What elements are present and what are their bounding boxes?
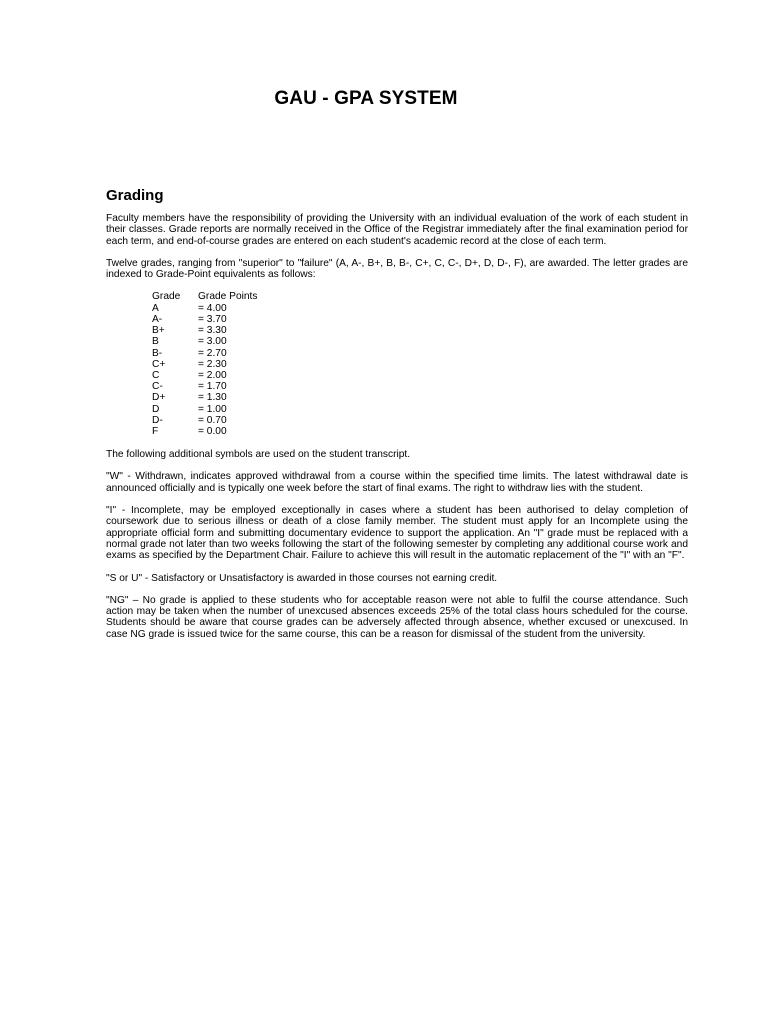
table-row: [152, 404, 257, 415]
grade-cell: C-: [152, 381, 163, 393]
grade-cell: B+: [152, 325, 165, 337]
page-title: GAU - GPA SYSTEM: [274, 88, 458, 109]
table-row: [152, 314, 257, 325]
table-row: [152, 325, 257, 336]
paragraph-incomplete: "I" - Incomplete, may be employed exceptionally in cases where a student has been authorised to delay completion of coursework due to serious illness or death of a close family member. The student must apply for an Incomplete using the appropriate official form and submitting documentary evidence to support the application. An "I" grade must be replaced with a normal grade not later than two weeks following the start of the following semester by completing any additional course work and exams as specified by the Department Chair. Failure to achieve this will result in the automatic replacement of the "I" with an "F".: [106, 505, 688, 562]
paragraph-no-grade: "NG" – No grade is applied to these students who for acceptable reason were not able to fulfil the course attendance. Such action may be taken when the number of unexcused absences exceeds 25% of the total class hours scheduled for the course. Students should be aware that course grades can be adversely affected through absence, whether excused or unexcused. In case NG grade is issued twice for the same course, this can be a reason for dismissal of the student from the university.: [106, 594, 688, 640]
grade-points-cell: = 4.00: [198, 302, 227, 314]
table-row: [152, 348, 257, 359]
grade-column-header: Grade: [152, 291, 181, 303]
table-row: [152, 381, 257, 392]
table-row: [152, 415, 257, 426]
grade-points-cell: = 1.30: [198, 392, 227, 404]
table-row: [152, 426, 257, 437]
grade-points-cell: = 0.70: [198, 414, 227, 426]
paragraph-intro: Faculty members have the responsibility of providing the University with an individual evaluation of the work of each student in their classes. Grade reports are normally received in the Office of the Registrar immediately after the final examination period for each term, and end-of-course grades are entered on each student's academic record at the close of each term.: [106, 213, 688, 247]
paragraph-withdrawn: "W" - Withdrawn, indicates approved withdrawal from a course within the specified time limits. The latest withdrawal date is announced officially and is typically one week before the start of final exams. The right to withdraw lies with the student.: [106, 471, 688, 494]
grade-table: [152, 291, 257, 437]
grade-cell: D-: [152, 414, 163, 426]
grade-cell: C: [152, 369, 160, 381]
grade-cell: F: [152, 425, 159, 437]
grade-cell: A-: [152, 313, 163, 325]
grade-cell: D: [152, 403, 160, 415]
grade-points-cell: = 2.30: [198, 358, 227, 370]
table-row: [152, 392, 257, 403]
grade-cell: D+: [152, 392, 166, 404]
paragraph-twelve-grades: Twelve grades, ranging from "superior" to "failure" (A, A-, B+, B, B-, C+, C, C-, D+, D, D-, F), are awarded. The letter grades are indexed to Grade-Point equivalents as follows:: [106, 257, 688, 281]
grade-points-cell: = 3.70: [198, 313, 227, 325]
grade-points-cell: = 1.70: [198, 381, 227, 393]
table-row: [152, 359, 257, 370]
grade-cell: B: [152, 336, 159, 348]
grade-points-cell: = 1.00: [198, 403, 227, 415]
grade-points-cell: = 0.00: [198, 425, 227, 437]
grade-points-cell: = 3.30: [198, 325, 227, 337]
grade-points-column-header: Grade Points: [198, 291, 258, 303]
grade-cell: C+: [152, 358, 166, 370]
grade-table-header-row: [152, 291, 257, 302]
grade-points-cell: = 2.00: [198, 369, 227, 381]
paragraph-additional-symbols: The following additional symbols are used on the student transcript.: [106, 449, 411, 461]
grade-points-cell: = 2.70: [198, 347, 227, 359]
table-row: [152, 370, 257, 381]
grade-cell: B-: [152, 347, 163, 359]
document-body: [106, 213, 688, 651]
table-row: [152, 303, 257, 314]
paragraph-satisfactory: "S or U" - Satisfactory or Unsatisfactory is awarded in those courses not earning credit.: [106, 572, 498, 584]
grade-table-body: [152, 303, 257, 437]
section-heading-grading: Grading: [106, 187, 164, 204]
grade-points-cell: = 3.00: [198, 336, 227, 348]
table-row: [152, 336, 257, 347]
grade-cell: A: [152, 302, 159, 314]
